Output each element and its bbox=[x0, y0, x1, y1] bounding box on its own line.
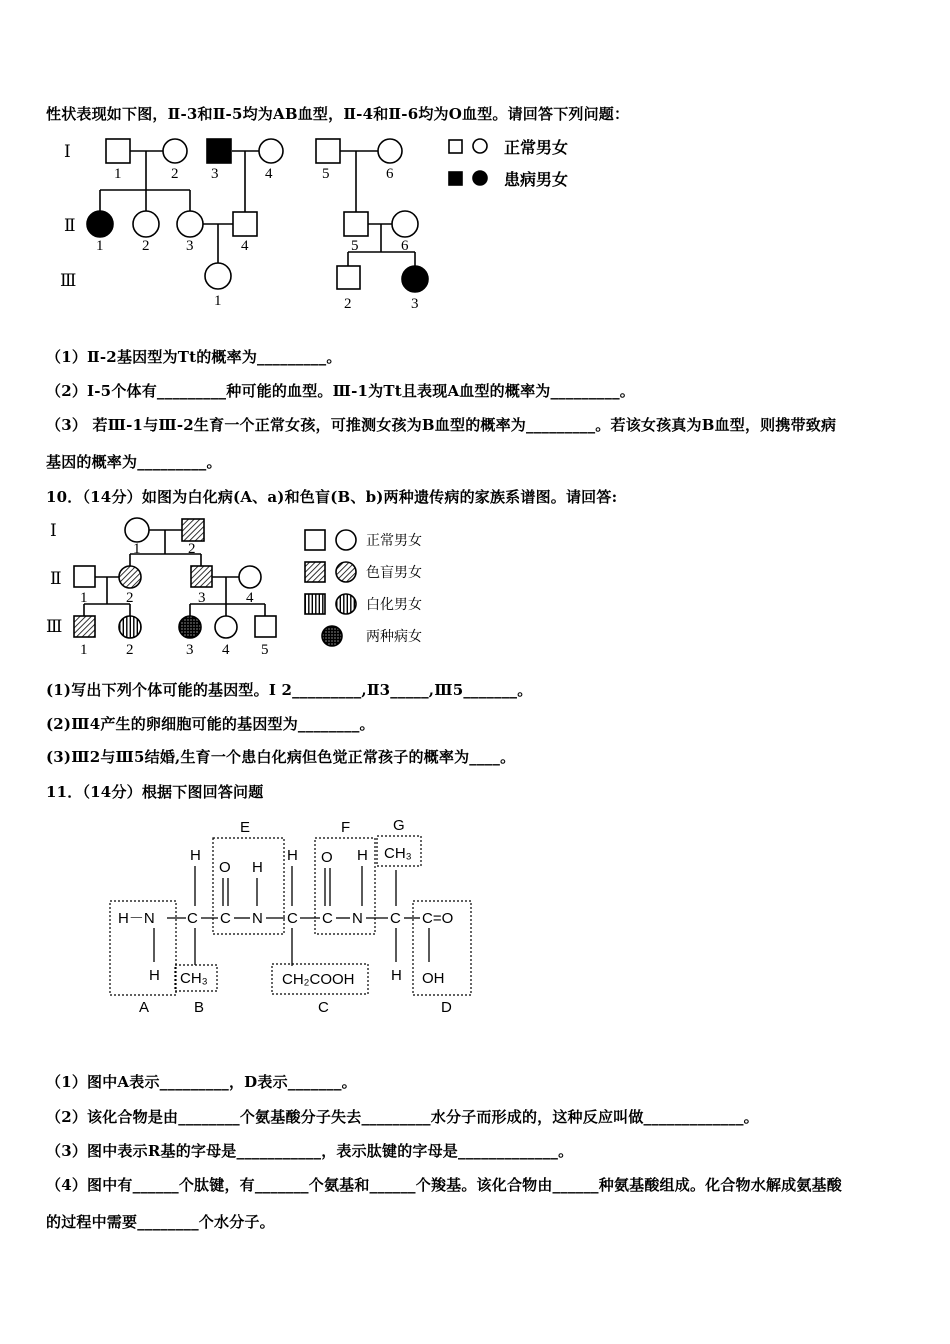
atom-O: O bbox=[219, 859, 231, 876]
ped1-num: 5 bbox=[351, 238, 359, 254]
label-F: F bbox=[341, 819, 351, 836]
ped1-num: 3 bbox=[186, 238, 194, 254]
q11-title: 11．（14分）根据下图回答问题 bbox=[46, 783, 264, 801]
intro-text: 性状表现如下图，Ⅱ-3和Ⅱ-5均为AB血型，Ⅱ-4和Ⅱ-6均为O血型。请回答下列问题： bbox=[46, 105, 630, 123]
q9-question-3b: 基因的概率为_________。 bbox=[46, 453, 222, 471]
methyl-group-G: CH₃ bbox=[384, 845, 412, 862]
ped2-num: 4 bbox=[222, 642, 230, 658]
label-D: D bbox=[441, 999, 452, 1016]
ped1-num: 1 bbox=[214, 293, 222, 309]
ped2-num: 2 bbox=[126, 590, 134, 606]
ped1-num: 2 bbox=[171, 166, 179, 182]
q11-question-4a: （4）图中有______个肽键，有_______个氨基和______个羧基。该化合物由______种氨基酸组成。化合物水解成氨基酸 bbox=[46, 1176, 842, 1194]
q11-question-3: （3）图中表示R基的字母是___________，表示肽键的字母是_____________。 bbox=[46, 1142, 574, 1160]
ped2-num: 1 bbox=[80, 590, 88, 606]
q10-title: 10．（14分）如图为白化病(A、a)和色盲(B、b)两种遗传病的家族系谱图。请回答: bbox=[46, 488, 618, 506]
q10-question-2: (2)Ⅲ4产生的卵细胞可能的基因型为________。 bbox=[46, 715, 375, 733]
atom-C: C bbox=[322, 910, 333, 927]
ped1-num: 4 bbox=[265, 166, 273, 182]
atom-C-alpha1: C bbox=[187, 910, 198, 927]
legend2-normal-label: 正常男女 bbox=[366, 533, 422, 549]
ped1-num: 5 bbox=[322, 166, 330, 182]
q9-question-2: （2）Ⅰ-5个体有_________种可能的血型。Ⅲ-1为Tt且表现A血型的概率为_________。 bbox=[46, 382, 635, 400]
label-G: G bbox=[393, 817, 405, 834]
q10-question-3: (3)Ⅲ2与Ⅲ5结婚,生育一个患白化病但色觉正常孩子的概率为____。 bbox=[46, 748, 516, 766]
atom-H: H bbox=[391, 967, 402, 984]
ped2-gen-label-2: Ⅱ bbox=[50, 569, 62, 588]
label-B: B bbox=[194, 999, 205, 1016]
label-A: A bbox=[139, 999, 150, 1016]
label-E: E bbox=[240, 819, 251, 836]
q11-question-2: （2）该化合物是由________个氨基酸分子失去_________水分子而形成的，这种反应叫做_____________。 bbox=[46, 1108, 759, 1126]
gen-label-3: Ⅲ bbox=[60, 271, 77, 290]
atom-H: H bbox=[252, 859, 263, 876]
ped1-num: 2 bbox=[344, 296, 352, 312]
ped1-num: 1 bbox=[96, 238, 104, 254]
atom-H: H bbox=[357, 847, 368, 864]
ped2-num: 3 bbox=[186, 642, 194, 658]
legend-affected-label: 患病男女 bbox=[504, 170, 569, 189]
atom-H: H bbox=[287, 847, 298, 864]
legend-normal-label: 正常男女 bbox=[504, 138, 569, 157]
methyl-group-B: CH₃ bbox=[180, 970, 208, 987]
gen-label-1: Ⅰ bbox=[64, 142, 71, 161]
atom-H: H bbox=[149, 967, 160, 984]
ped2-num: 2 bbox=[126, 642, 134, 658]
ped2-gen-label-3: Ⅲ bbox=[46, 617, 63, 636]
atom-H: H bbox=[190, 847, 201, 864]
atom-C-alpha2: C bbox=[287, 910, 298, 927]
amino-H-N: H－N bbox=[118, 910, 155, 927]
ped1-num: 3 bbox=[211, 166, 219, 182]
ped2-num: 3 bbox=[198, 590, 206, 606]
ped2-num: 5 bbox=[261, 642, 269, 658]
atom-O: O bbox=[321, 849, 333, 866]
q9-question-1: （1）Ⅱ-2基因型为Tt的概率为_________。 bbox=[46, 348, 342, 366]
ped2-num: 1 bbox=[133, 541, 141, 557]
atom-C-alpha3: C bbox=[390, 910, 401, 927]
ch2cooh-group-C: CH₂COOH bbox=[282, 971, 355, 988]
legend2-albino-label: 白化男女 bbox=[366, 597, 422, 613]
q11-question-1: （1）图中A表示_________，D表示_______。 bbox=[46, 1073, 357, 1091]
atom-N: N bbox=[352, 910, 363, 927]
gen-label-2: Ⅱ bbox=[64, 216, 76, 235]
ped2-num: 1 bbox=[80, 642, 88, 658]
label-C: C bbox=[318, 999, 329, 1016]
ped1-num: 6 bbox=[401, 238, 409, 254]
q10-question-1: (1)写出下列个体可能的基因型。Ⅰ 2_________,Ⅱ3_____,Ⅲ5_______。 bbox=[46, 681, 533, 699]
ped2-gen-label-1: Ⅰ bbox=[50, 521, 57, 540]
atom-N: N bbox=[252, 910, 263, 927]
ped2-num: 2 bbox=[188, 541, 196, 557]
ped1-num: 1 bbox=[114, 166, 122, 182]
carboxyl-C=O: C=O bbox=[422, 910, 454, 927]
ped1-num: 2 bbox=[142, 238, 150, 254]
ped1-num: 4 bbox=[241, 238, 249, 254]
ped2-num: 4 bbox=[246, 590, 254, 606]
legend2-colorblind-label: 色盲男女 bbox=[366, 565, 422, 581]
ped1-num: 6 bbox=[386, 166, 394, 182]
ped1-num: 3 bbox=[411, 296, 419, 312]
legend2-both-label: 两种病女 bbox=[366, 629, 422, 645]
hydroxyl-OH: OH bbox=[422, 970, 445, 987]
q11-question-4b: 的过程中需要________个水分子。 bbox=[46, 1213, 275, 1231]
q9-question-3a: （3） 若Ⅲ-1与Ⅲ-2生育一个正常女孩，可推测女孩为B血型的概率为_________。若该女孩真为B血型，则携带致病 bbox=[46, 416, 837, 434]
atom-C: C bbox=[220, 910, 231, 927]
